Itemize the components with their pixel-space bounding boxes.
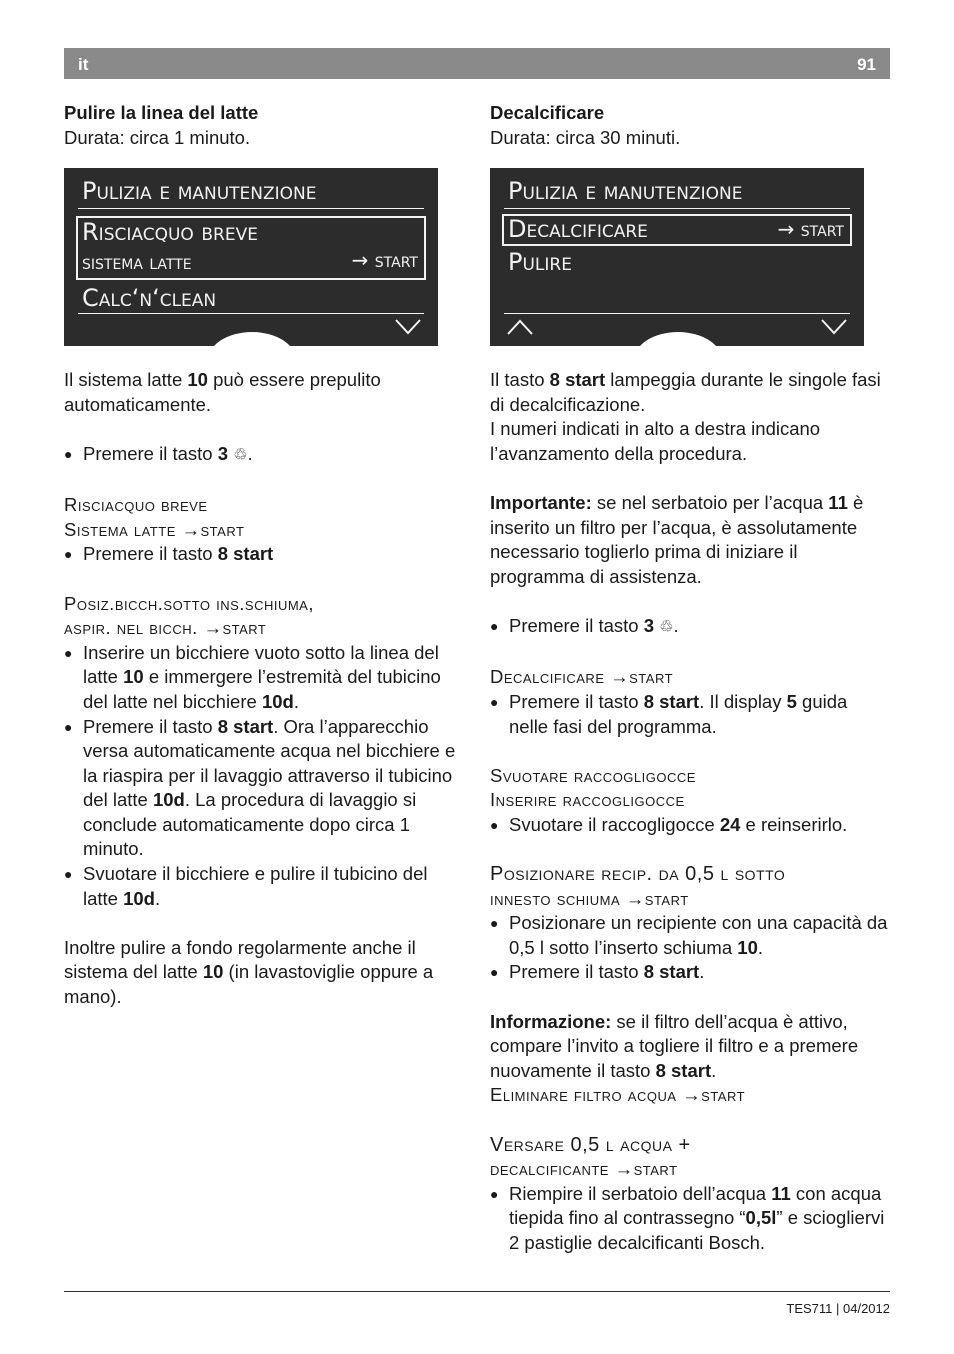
information-note: Informazione: se il filtro dell’acqua è attivo, compare l’invito a togliere il filtro e a premere nuovamente il tasto 8 start. xyxy=(490,1010,859,1081)
chevron-down-icon xyxy=(820,318,848,336)
footer-divider xyxy=(64,1291,890,1292)
list-item: ● Premere il tasto 8 start. Ora l’apparecchio versa automaticamente acqua nel bicchiere e la riaspira per il lavaggio attraverso il tubicino del latte 10d. La procedura di lavaggio si conclude automaticamente dopo circa 1 minuto. xyxy=(64,715,464,863)
list-item: ● Inserire un bicchiere vuoto sotto la linea del latte 10 e immergere l’estremità del tubicino del latte nel bicchiere 10d. xyxy=(64,641,464,715)
screen-item-clean: Pulire xyxy=(508,248,572,277)
dial-knob xyxy=(207,332,297,346)
page-number: 91 xyxy=(857,55,876,74)
screen-divider xyxy=(78,208,424,209)
arrow-right-icon: → xyxy=(351,248,369,273)
display-text: Sistema latte →start xyxy=(64,518,245,540)
screen-divider xyxy=(504,208,850,209)
display-screen-descale xyxy=(490,168,864,346)
bullet-list xyxy=(490,690,890,739)
list-item: ● Premere il tasto 8 start xyxy=(64,542,464,567)
list-item: ● Posizionare un recipiente con una capacità da 0,5 l sotto l’inserto schiuma 10. xyxy=(490,911,890,960)
arrow-right-icon: → xyxy=(610,666,630,688)
display-text: Eliminare filtro acqua →start xyxy=(490,1084,746,1106)
bullet-list xyxy=(490,614,890,641)
bullet-list xyxy=(490,1182,890,1256)
display-text: Risciacquo breve xyxy=(64,494,208,516)
screen-start-label: → start xyxy=(351,248,418,273)
arrow-right-icon: → xyxy=(777,217,795,242)
list-item: ● Premere il tasto 8 start. xyxy=(490,960,890,985)
footer-doc-id: TES711 | 04/2012 xyxy=(786,1301,890,1316)
chevron-up-icon xyxy=(506,318,534,336)
display-text: decalcificante →start xyxy=(490,1158,678,1180)
screen-divider-bottom xyxy=(504,313,850,314)
list-item: ● Premere il tasto 8 start. Il display 5 guida nelle fasi del programma. xyxy=(490,690,890,739)
list-item: ● Premere il tasto 3 ♲. xyxy=(64,442,464,469)
screen-item-descale: Decalcificare xyxy=(508,215,648,244)
arrow-right-icon: → xyxy=(682,1084,702,1106)
intro-text: Il sistema latte 10 può essere prepulito automaticamente. xyxy=(64,369,381,415)
info-text: Il tasto 8 start lampeggia durante le singole fasi di decalcificazione. xyxy=(490,369,881,415)
screen-heading: Pulizia e manutenzione xyxy=(508,177,743,206)
list-item: ● Svuotare il bicchiere e pulire il tubicino del latte 10d. xyxy=(64,862,464,911)
screen-item-calc: Calc‘n‘clean xyxy=(82,284,217,313)
display-text: innesto schiuma →start xyxy=(490,887,689,909)
list-item: ● Premere il tasto 3 ♲. xyxy=(490,614,890,641)
language-code: it xyxy=(78,55,89,74)
left-column xyxy=(64,101,464,1010)
display-text: Inserire raccogligocce xyxy=(490,789,685,811)
screen-start-label: → start xyxy=(777,217,844,242)
important-note: Importante: se nel serbatoio per l’acqua 11 è inserito un filtro per l’acqua, è assolutamente necessario toglierlo prima di iniziare il programma di assistenza. xyxy=(490,492,864,587)
info-text: I numeri indicati in alto a destra indicano l’avanzamento della procedura. xyxy=(490,418,821,464)
display-screen-milk xyxy=(64,168,438,346)
section-title-milk: Pulire la linea del latte xyxy=(64,102,259,123)
arrow-right-icon: → xyxy=(181,518,201,540)
closing-text: Inoltre pulire a fondo regolarmente anche il sistema del latte 10 (in lavastoviglie oppure a mano). xyxy=(64,936,434,1008)
bullet-list xyxy=(64,542,464,567)
bullet-list xyxy=(490,813,890,838)
bullet-list xyxy=(490,911,890,985)
list-item: ● Svuotare il raccogligocce 24 e reinserirlo. xyxy=(490,813,890,838)
arrow-right-icon: → xyxy=(614,1158,634,1180)
list-item: ● Riempire il serbatoio dell’acqua 11 con acqua tiepida fino al contrassegno “0,5l” e sciogliervi 2 pastiglie decalcificanti Bosch. xyxy=(490,1182,890,1256)
display-text: Posizionare recip. da 0,5 l sotto xyxy=(490,863,786,886)
display-text: Decalcificare →start xyxy=(490,666,674,688)
duration-milk: Durata: circa 1 minuto. xyxy=(64,126,251,148)
screen-item-rinse: Risciacquo breve xyxy=(82,218,258,247)
page-header xyxy=(64,48,890,79)
bullet-list xyxy=(64,641,464,912)
duration-descale: Durata: circa 30 minuti. xyxy=(490,126,681,148)
display-text: Versare 0,5 l acqua + xyxy=(490,1133,691,1156)
right-column xyxy=(490,101,890,1256)
display-text: aspir. nel bicch. →start xyxy=(64,617,267,639)
care-icon: ♲ xyxy=(659,619,674,637)
bullet-list xyxy=(64,442,464,469)
screen-divider-bottom xyxy=(78,313,424,314)
section-title-descale: Decalcificare xyxy=(490,102,605,123)
screen-item-rinse-sub: sistema latte xyxy=(82,250,192,275)
arrow-right-icon: → xyxy=(203,617,223,639)
screen-heading: Pulizia e manutenzione xyxy=(82,177,317,206)
dial-knob xyxy=(633,332,723,346)
arrow-right-icon: → xyxy=(625,887,645,909)
display-text: Svuotare raccogligocce xyxy=(490,764,696,786)
display-text: Posiz.bicch.sotto ins.schiuma, xyxy=(64,592,314,614)
care-icon: ♲ xyxy=(233,446,248,464)
chevron-down-icon xyxy=(394,318,422,336)
